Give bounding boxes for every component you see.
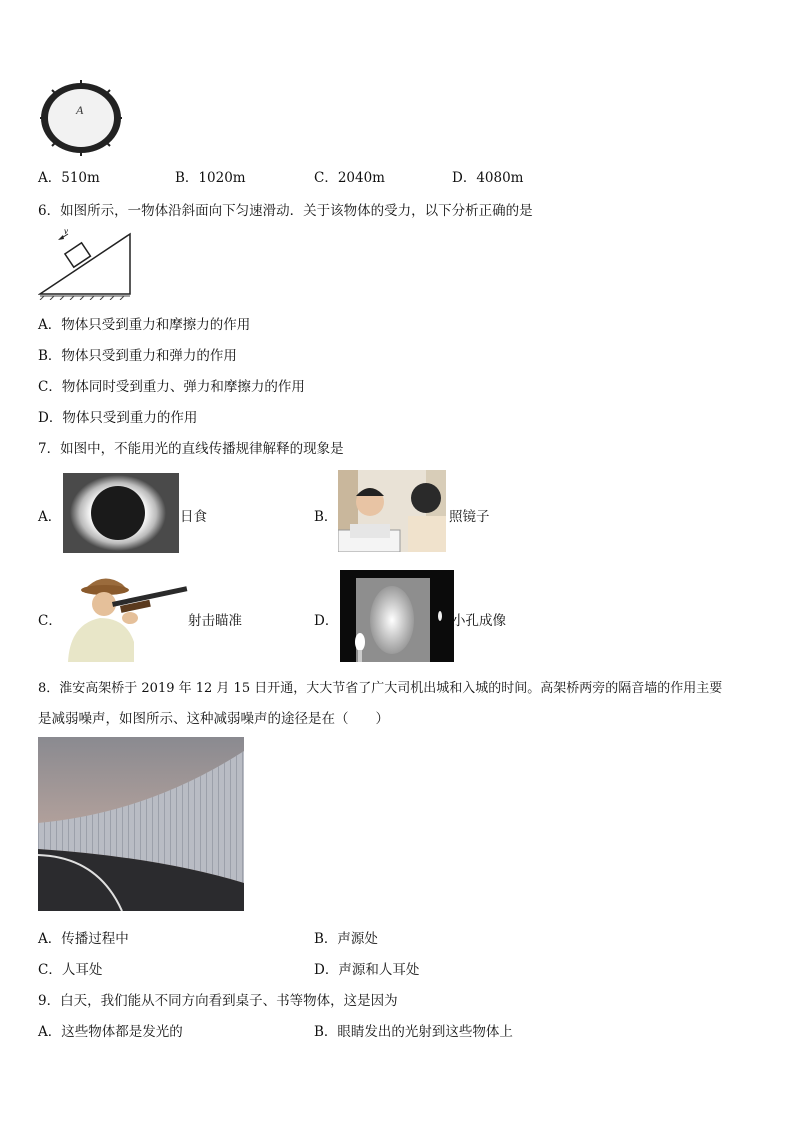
highway-sound-barrier-image [38,737,244,911]
q9-stem: 9．白天，我们能从不同方向看到桌子、书等物体，这是因为 [38,993,398,1009]
q7-option-d-caption: 小孔成像 [452,613,506,629]
q6-option-d: D．物体只受到重力的作用 [38,410,198,426]
q8-stem-line1: 8．淮安高架桥于 2019 年 12 月 15 日开通，大大节省了广大司机出城和入城的时间。高架桥两旁的隔音墙的作用主要 [38,681,723,696]
q7-option-a-caption: 日食 [180,509,207,525]
q7-option-d-letter: D． [314,613,339,629]
q5-figure-label: A [76,103,84,117]
q7-option-c-letter: C． [38,613,62,629]
q8-stem-line2: 是减弱噪声，如图所示、这种减弱噪声的途径是在（ ） [38,711,389,727]
q8-option-a: A．传播过程中 [38,931,129,947]
q6-velocity-label: v [64,226,68,236]
pinhole-imaging-image [340,570,454,662]
q8-option-c: C．人耳处 [38,962,103,978]
eclipse-photo [63,473,179,553]
mirror-photo [338,470,446,552]
q5-option-a: A．510m [38,170,100,186]
q9-option-a: A．这些物体都是发光的 [38,1024,183,1040]
q8-option-b: B．声源处 [314,931,378,947]
q6-incline-figure [38,226,134,300]
shooting-aim-image [60,572,190,662]
q5-option-c: C．2040m [314,170,385,186]
child-mirror-image [338,470,446,552]
q7-option-a-letter: A． [38,509,62,525]
incline-diagram [38,226,134,300]
q5-figure [38,80,124,156]
shooter-photo [60,572,190,662]
spiky-circle-figure [38,80,124,156]
q9-option-b: B．眼睛发出的光射到这些物体上 [314,1024,513,1040]
q5-option-b: B．1020m [175,170,246,186]
q6-stem: 6．如图所示，一物体沿斜面向下匀速滑动．关于该物体的受力，以下分析正确的是 [38,203,533,219]
q7-option-c-caption: 射击瞄准 [188,613,242,629]
q7-option-b-caption: 照镜子 [449,509,490,525]
q6-option-c: C．物体同时受到重力、弹力和摩擦力的作用 [38,379,305,395]
q6-option-b: B．物体只受到重力和弹力的作用 [38,348,237,364]
q7-stem: 7．如图中，不能用光的直线传播规律解释的现象是 [38,441,344,457]
solar-eclipse-image [63,473,179,553]
q6-option-a: A．物体只受到重力和摩擦力的作用 [38,317,251,333]
q8-option-d: D．声源和人耳处 [314,962,420,978]
q7-option-b-letter: B． [314,509,338,525]
sound-barrier-photo [38,737,244,911]
pinhole-photo [340,570,454,662]
q5-option-d: D．4080m [452,170,524,186]
